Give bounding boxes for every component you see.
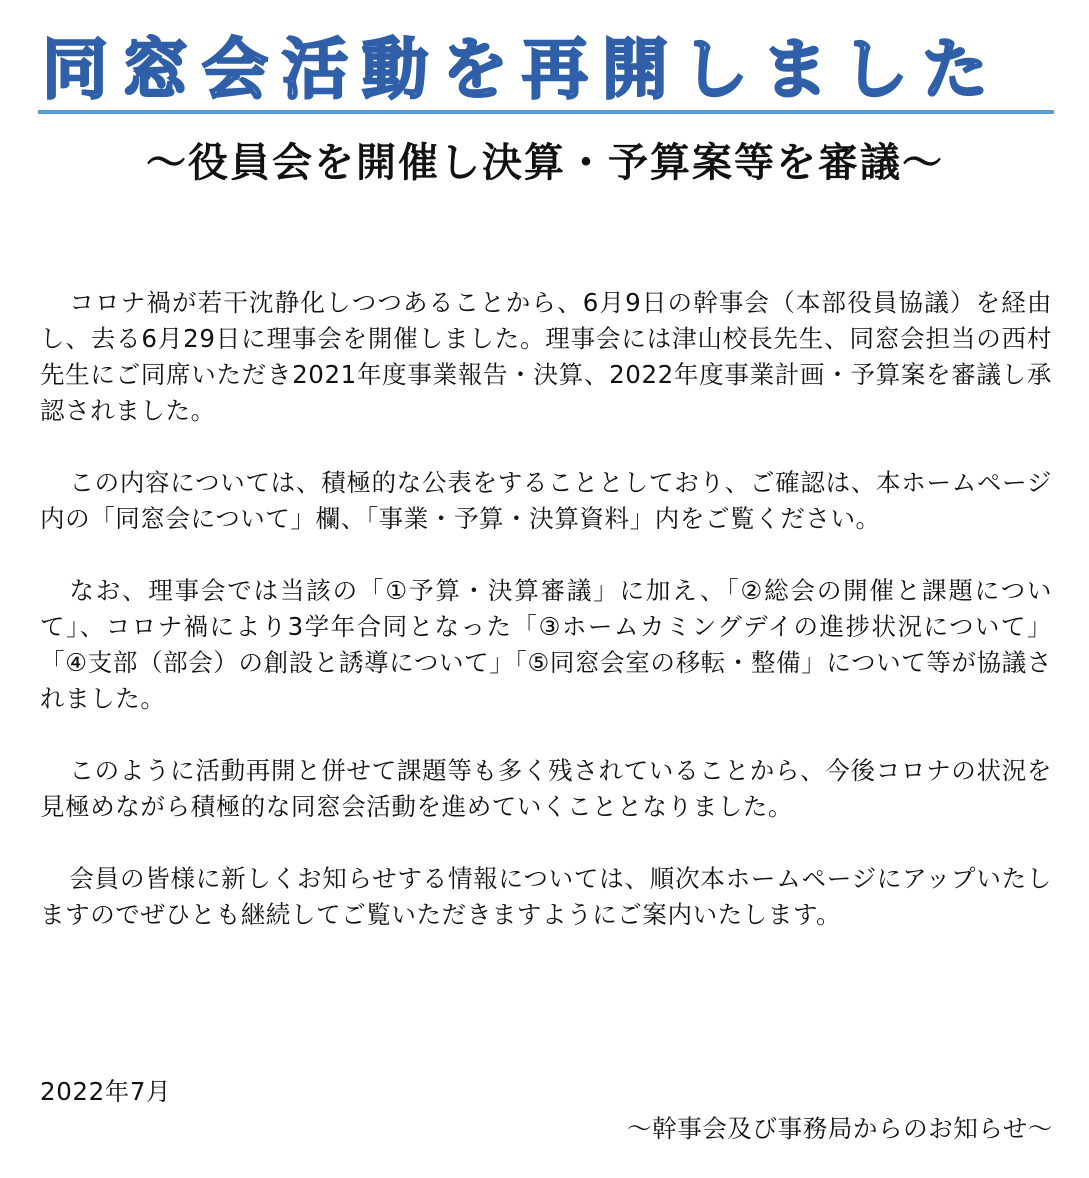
paragraph-disclosure: この内容については、積極的な公表をすることとしており、ご確認は、本ホームページ内の「同窓会について」欄、「事業・予算・決算資料」内をご覧ください。 (40, 468, 1052, 533)
page-title-text: 同窓会活動を再開しました (42, 31, 1002, 108)
notice-date: 2022年7月 (40, 1077, 172, 1106)
paragraph-future-updates: 会員の皆様に新しくお知らせする情報については、順次本ホームページにアップいたしますのでぜひとも継続してご覧いただきますようにご案内いたします。 (40, 864, 1052, 929)
notice-body (40, 285, 1052, 969)
paragraph-meeting-held: コロナ禍が若干沈静化しつつあることから、6月9日の幹事会（本部役員協議）を経由し、去る6月29日に理事会を開催しました。理事会には津山校長先生、同窓会担当の西村先生にご同席いただき2021年度事業報告・決算、2022年度事業計画・予算案を審議し承認されました。 (40, 288, 1052, 425)
paragraph-resumption: このように活動再開と併せて課題等も多く残されていることから、今後コロナの状況を見極めながら積極的な同窓会活動を進めていくこととなりました。 (40, 756, 1052, 821)
notice-signature: ～幹事会及び事務局からのお知らせ～ (627, 1114, 1053, 1143)
page-title (38, 30, 1054, 114)
page-subtitle: ～役員会を開催し決算・予算案等を審議～ (146, 140, 944, 186)
paragraph-agenda: なお、理事会では当該の「①予算・決算審議」に加え、「②総会の開催と課題について」、コロナ禍により3学年合同となった「③ホームカミングデイの進捗状況について」「④支部（部会）の創設と誘導について」「⑤同窓会室の移転・整備」について等が協議されました。 (40, 576, 1052, 713)
